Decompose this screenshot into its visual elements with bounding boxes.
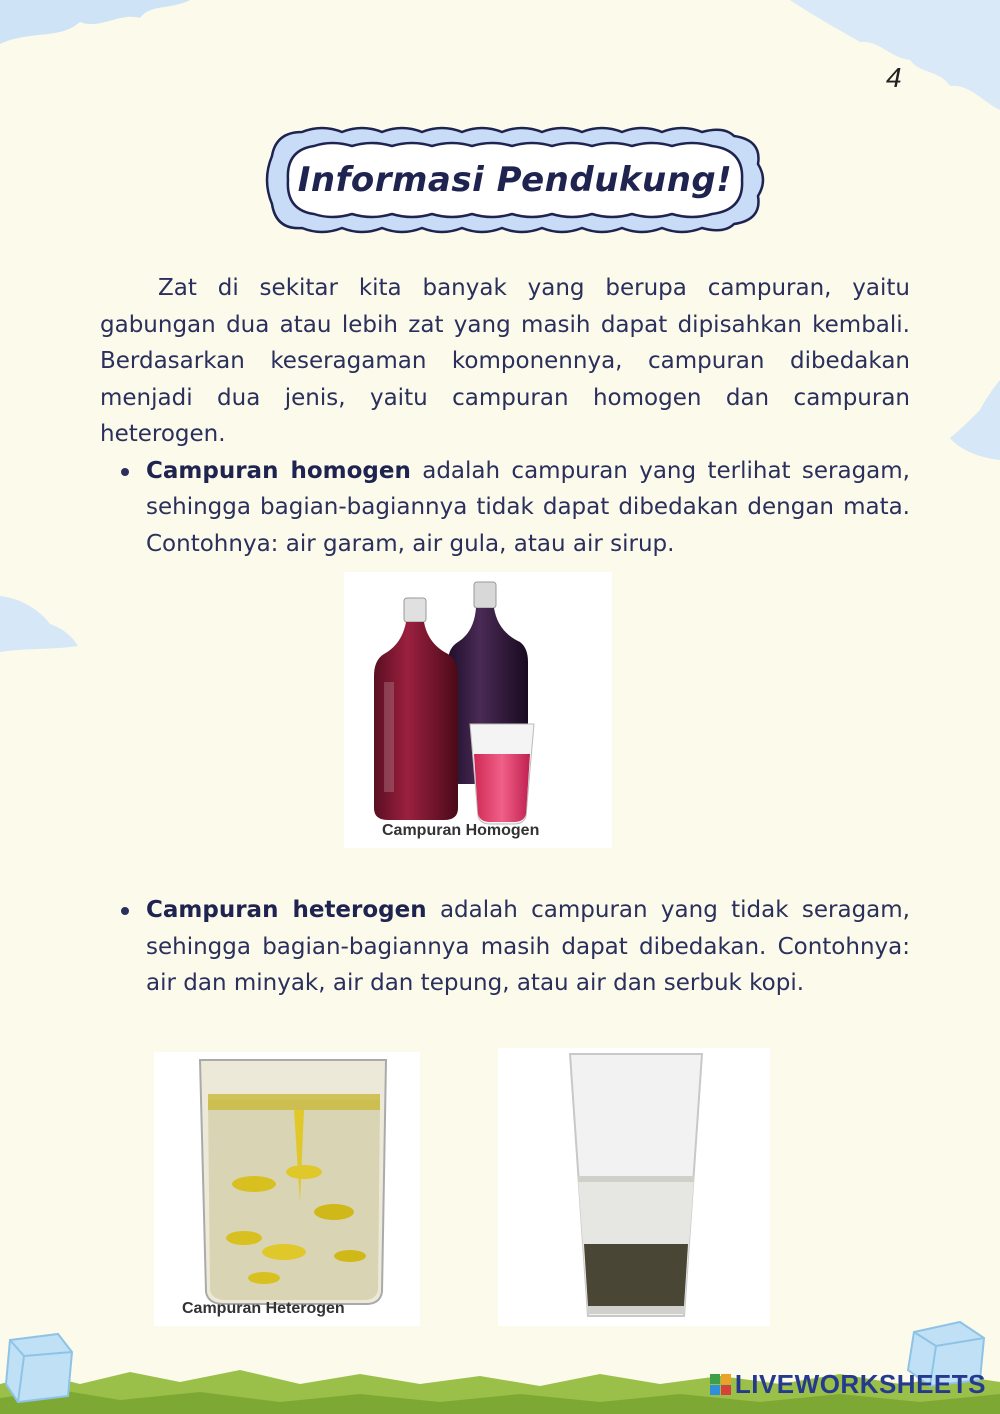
heterogen-oil-image <box>154 1052 420 1326</box>
term-homogen: Campuran homogen <box>146 457 411 484</box>
definition-heterogen: adalah campuran yang tidak seragam, sehingga bagian-bagiannya masih dapat dibedakan. Contohnya: air dan minyak, air dan tepung, atau air dan serbuk kopi. <box>146 897 910 996</box>
page-number: 4 <box>886 62 902 93</box>
cloud-decoration-top-right <box>770 0 1000 120</box>
homogen-image <box>344 572 612 848</box>
cloud-decoration-mid-right <box>930 380 1000 470</box>
main-content <box>100 270 910 562</box>
term-heterogen: Campuran heterogen <box>146 897 427 923</box>
syrup-bottles-illustration <box>344 572 612 848</box>
list-item-homogen <box>100 453 910 563</box>
ice-cube-left-icon <box>0 1326 80 1406</box>
liveworksheets-logo-icon <box>710 1374 731 1395</box>
homogen-image-caption: Campuran Homogen <box>382 822 540 839</box>
liveworksheets-logo-text: LIVEWORKSHEETS <box>734 1369 986 1399</box>
heterogen-section <box>100 892 910 1002</box>
title-banner <box>262 124 768 236</box>
page-title: Informasi Pendukung! <box>297 160 733 200</box>
mixture-list-2 <box>100 892 910 1002</box>
intro-paragraph: Zat di sekitar kita banyak yang berupa campuran, yaitu gabungan dua atau lebih zat yang masih dapat dipisahkan kembali. Berdasarkan keseragaman komponennya, campuran dibedakan menjadi dua jenis, yaitu campuran homogen dan campuran heterogen. <box>100 275 910 447</box>
list-item-heterogen <box>100 892 910 1002</box>
cloud-decoration-mid-left <box>0 590 80 660</box>
cloud-decoration-top-left <box>0 0 200 60</box>
coffee-water-glass-illustration <box>498 1048 770 1326</box>
heterogen-coffee-image <box>498 1048 770 1326</box>
liveworksheets-logo[interactable] <box>710 1369 986 1400</box>
mixture-list <box>100 453 910 563</box>
definition-homogen: adalah campuran yang terlihat seragam, sehingga bagian-bagiannya tidak dapat dibedakan dengan mata. Contohnya: air garam, air gula, atau air sirup. <box>146 457 910 557</box>
heterogen-image-caption: Campuran Heterogen <box>182 1300 345 1317</box>
oil-water-beaker-illustration <box>154 1052 420 1326</box>
